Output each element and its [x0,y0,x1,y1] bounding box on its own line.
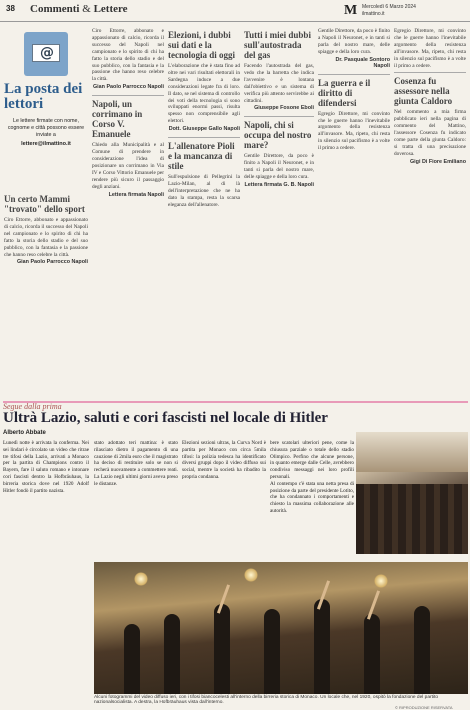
letter-headline: L'allenatore Pioli e la mancanza di stile [168,141,235,172]
posta-email: lettere@ilmattino.it [21,141,71,147]
letter-headline: Elezioni, i dubbi sui dati e la tecnologia di oggi [168,30,235,60]
article-column-4 [270,440,354,558]
letter-body: Gentile Direttore, da poco è finito a Napoli il Neuronet, e in tanti si parla del nostro mare, delle spiagge e della loro cura. [318,28,390,55]
letters-column-6 [394,28,466,394]
photo-hofbrauhaus-interior [356,432,468,554]
article-paragraph: bere scatolari ulteriori pene, come la chiusura parziale o totale dello stadio Olimpico. Perfino che alcune persone, in quanto emerge dalle Celle, avrebbero condiviso messaggi nei loro profili personali. [270,440,354,480]
letter-headline: La guerra e il diritto di difendersi [318,77,371,108]
letters-column-3 [168,28,240,394]
article-column-1 [3,440,89,695]
posta-dei-lettori-box [4,28,88,188]
posta-text: Le lettere firmate con nome, cognome e città possono essere inviate a [7,118,85,138]
article-kicker: Segue dalla prima [3,402,62,411]
copyright-credit: © RIPRODUZIONE RISERVATA [395,705,453,710]
letter-body: Ciro Ettorre, abbonato e appassionato di calcio, ricorda il successo del Napoli nel campionato e lo spirito di chi ha fatto la storia dello stadio e del suo pubblico, con la fantasia e la passione che hanno reso celebre la città. [92,28,164,83]
letter-signature: Dott. Giuseppe Gallo Napoli [168,126,240,133]
letter-signature: Giuseppe Fosone Eboli [254,105,314,112]
article-paragraph: Al contempo c'è stata una netta presa di posizione da parte del presidente Lotito, che ha condannato i comportamenti e chiesto la massima collaborazione alle autorità. [270,480,354,514]
letter-body: L'elaborazione che è stata fino ad oltre nei vari risultati elettorali in Sardegna induce a due considerazioni legate fra di loro. Il dato, se nel sistema di controllo dei voti della tecnologia si sono sviluppati enormi passi, risulta spesso non comprensibile agli elettori. [168,63,240,125]
letter-body: Sull'espulsione di Pellegrini la Lazio-Milan, al di là dell'interpretazione che ne ha dato la stampa, resta la scarsa eleganza dell'allenatore. [168,174,240,208]
masthead [0,0,470,22]
photo-video-frames [94,562,468,694]
letter-body: Gentile Direttore, da poco è finito a Napoli il Neuronet, e in tanti si parla del nostro mare, delle spiagge e della loro cura. [244,153,314,181]
letter-body: Ciro Ettorre, abbonato e appassionato di calcio, ricorda il successo del Napoli nel campionato e lo spirito di chi ha fatto la storia dello stadio e del suo pubblico, con la fantasia e la passione che hanno reso celebre la città. [4,217,88,258]
article-column-2 [94,440,178,558]
section-divider [3,401,468,403]
letter-signature: Gian Paolo Parrocco Napoli [92,84,164,91]
letter-headline: Cosenza fu assessore nella giunta Caldoro [394,76,453,107]
article-paragraph: Lunedì notte è arrivata la conferma. Nei sei lindari è circolato un video che ritrae tre tifosi della Lazio, arrivati a Monaco per la partita di Champions contro il Bayern, fare il saluto romano e intonare cori fascisti dentro la Hofbräuhaus, la birreria storica dove nel 1920 Adolf Hitler fondò il partito nazista. [3,440,89,494]
page-number: 38 [6,4,15,13]
section-title: Commenti & Lettere [30,3,128,15]
letter-signature: Lettera firmata G. B. Napoli [244,182,314,189]
letters-column-5 [318,28,390,394]
date-line: Mercoledì 6 Marzo 2024 ilmattino.it [362,4,416,17]
letter-body: Egregio Direttore, mi convinto che le guerre hanno l'inevitabile argomento della resistenza all'invasore. Ma, ripeto, chi resta in silenzio sul pacifismo è a volte il primo a cedere. [394,28,466,69]
letter-body: Egregio Direttore, mi convinto che le guerre hanno l'inevitabile argomento della resistenza all'invasore. Ma, ripeto, chi resta in silenzio sul pacifismo è a volte il primo a cedere. [318,110,390,152]
photo-caption: Alcuni fotogrammi del video diffuso ieri, con i tifosi biancocelesti all'interno della birreria storica di Monaco. Un locale che, nel 1920, ospitò la fondazione del partito nazionalsocialista. A destra, la Hofbräuhaus vista dall'interno. [94,695,438,706]
article-headline: Ultrà Lazio, saluti e cori fascisti nel locale di Hitler [3,410,328,426]
newspaper-logo: M [344,3,358,18]
letter-headline: Napoli, chi si occupa del nostro mare? [244,120,312,151]
letter-headline: Un certo Mammi "trovato" dello sport [4,194,85,214]
letters-column-1 [4,192,88,394]
letters-column-2 [92,28,164,394]
letter-signature: Gigi Di Fiore Emiliano [409,158,466,165]
article-paragraph: Elezioni sezioni ultras, la Curva Nord è partita per Monaco con circa 5mila tifosi: la polizia tedesca ha identificato diversi gruppi dopo il video diffuso sui social, mentre la società ha ribadito la propria condanna. [182,440,266,480]
article-byline: Alberto Abbate [3,430,46,436]
letter-headline: Tutti i miei dubbi sull'autostrada del gas [244,30,311,60]
letter-signature: Lettera firmata Napoli [108,191,164,198]
letter-body: Facendo l'autostrada del gas, vedo che la barretta che indica l'avvenire è lontana dall'obiettivo e un sistema di verifica più attento servirebbe ai cittadini. [244,63,314,104]
letter-body: Chiedo alla Municipalità e al Comune di prendere in considerazione l'idea di posizionare un corrimano in Via IV e Corso Vittorio Emanuele per rendere più sicuro il passaggio degli anziani. [92,142,164,190]
article-paragraph: stato adottato teri mattina: è stato rilasciato dietro il pagamento di una cauzione di 2mila euro che il magistrato ha deciso di restituire solo se non si recherà nuovamente a commettere reati. La Lazio negli ultimi giorni aveva preso le distanze. [94,440,178,487]
article-column-3 [182,440,266,558]
letter-signature: Dr. Pasquale Sontoro Napoli [335,56,390,69]
letter-signature: Gian Paolo Parrocco Napoli [16,259,88,266]
email-icon: @ [24,32,68,76]
letter-headline: Napoli, un corrimano in Corso V. Emanuele [92,99,143,140]
letters-column-4 [244,28,314,394]
letter-body: Nel commento a mia firma pubblicato ieri nella pagina di commento del Mattino, l'assessore Cosenza fu indicato come parte della giunta Caldoro: si tratta di una precisazione doverosa. [394,109,466,157]
posta-title: La posta dei lettori [4,81,83,112]
